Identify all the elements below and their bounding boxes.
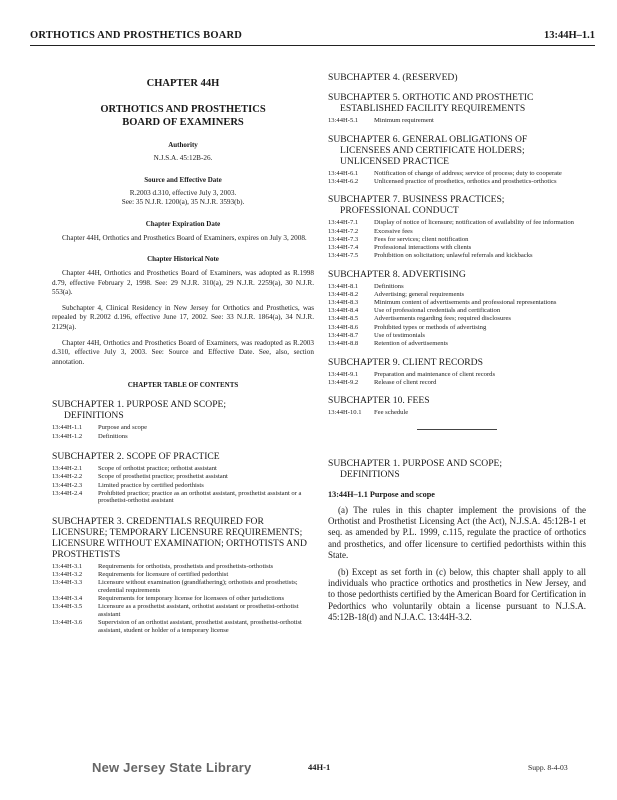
toc-subchapter-title: SUBCHAPTER 7. BUSINESS PRACTICES;: [328, 194, 505, 206]
toc-section-number: 13:44H-3.3: [52, 579, 83, 587]
toc-section-number: 13:44H-2.2: [52, 473, 83, 481]
toc-section-number: 13:44H-8.8: [328, 340, 359, 348]
toc-section-list: [328, 170, 586, 186]
toc-subchapter-heading: [328, 72, 586, 83]
toc-section-list: [328, 409, 586, 417]
toc-subchapter: [328, 357, 586, 387]
toc-section-title: Unlicensed practice of prosthetics, orthotics and prosthetics-orthotics: [374, 177, 557, 185]
toc-subchapter: [52, 451, 314, 505]
toc-section-number: 13:44H-8.5: [328, 315, 359, 323]
toc-subchapter: [328, 269, 586, 348]
chapter-name-line2: BOARD OF EXAMINERS: [122, 117, 244, 128]
chapter-label: CHAPTER 44H: [146, 78, 220, 89]
toc-subchapter: [328, 72, 586, 83]
toc-section-entry[interactable]: [328, 178, 586, 186]
toc-subchapter: [328, 92, 586, 125]
toc-section-entry[interactable]: [52, 579, 314, 594]
toc-section-title: Licensure without examination (grandfathering); orthotists and prosthetists; credential requirements: [98, 579, 298, 594]
toc-section-title: Use of testimonials: [374, 331, 425, 339]
toc-subchapter-title: SUBCHAPTER 4. (RESERVED): [328, 72, 458, 83]
toc-section-title: Retention of advertisements: [374, 340, 448, 348]
toc-subchapter-heading: [52, 516, 314, 560]
toc-section-title: Fees for services; client notification: [374, 235, 469, 243]
toc-subchapter: [328, 194, 586, 259]
toc-section-number: 13:44H-3.1: [52, 562, 83, 570]
toc-section-title: Minimum content of advertisements and professional representations: [374, 299, 557, 307]
toc-section-entry[interactable]: [328, 170, 586, 178]
running-header: [30, 30, 595, 46]
body-subchapter-heading: [328, 458, 586, 480]
toc-section-entry[interactable]: [328, 219, 586, 227]
toc-subchapter-heading: [328, 134, 586, 167]
left-toc: [52, 399, 314, 634]
toc-section-entry[interactable]: [328, 371, 586, 379]
toc-section-entry[interactable]: [52, 603, 314, 618]
toc-section-number: 13:44H-9.2: [328, 378, 359, 386]
toc-section-entry[interactable]: [328, 307, 586, 315]
toc-section-title: Scope of orthotist practice; orthotist assistant: [98, 465, 217, 473]
supplement-date: Supp. 8-4-03: [528, 763, 568, 772]
toc-section-number: 13:44H-7.4: [328, 243, 359, 251]
toc-subchapter-title: SUBCHAPTER 6. GENERAL OBLIGATIONS OF: [328, 133, 528, 145]
toc-section-number: 13:44H-2.3: [52, 481, 83, 489]
toc-section-number: 13:44H-1.1: [52, 424, 83, 432]
toc-section-title: Advertising; general requirements: [374, 290, 465, 298]
left-column: [52, 70, 314, 635]
right-column: [328, 70, 586, 623]
toc-section-entry[interactable]: [328, 379, 586, 387]
toc-subchapter-heading: [52, 451, 314, 462]
toc-section-entry[interactable]: [52, 473, 314, 481]
toc-section-number: 13:44H-7.5: [328, 252, 359, 260]
right-toc: [328, 72, 586, 417]
toc-section-title: Prohibited practice; practice as an orthotist assistant, prosthetist assistant or a prosthetist-orthotist assistant: [98, 489, 302, 505]
toc-section-list: [328, 283, 586, 348]
toc-subchapter: [52, 516, 314, 634]
authority-text: N.J.S.A. 45:12B-26.: [153, 154, 213, 162]
toc-section-entry[interactable]: [328, 236, 586, 244]
toc-section-number: 13:44H-6.2: [328, 177, 359, 185]
toc-section-number: 13:44H-7.3: [328, 235, 359, 243]
toc-section-title: Definitions: [98, 432, 128, 440]
toc-subchapter-title2: LICENSEES AND CERTIFICATE HOLDERS; UNLICENSED PRACTICE: [340, 144, 525, 167]
toc-section-title: Preparation and maintenance of client records: [374, 370, 496, 378]
toc-subchapter-title2: PROFESSIONAL CONDUCT: [340, 205, 459, 217]
toc-section-entry[interactable]: [328, 117, 586, 125]
toc-section-title: Supervision of an orthotist assistant, prosthetist assistant, prosthetist-orthotist assistant, student or holder of a temporary license: [98, 619, 302, 634]
toc-section-title: Limited practice by certified pedorthists: [98, 481, 204, 489]
toc-section-title: Prohibition on solicitation; unlawful referrals and kickbacks: [374, 252, 533, 260]
toc-section-number: 13:44H-5.1: [328, 117, 359, 124]
body-subchapter-title2: DEFINITIONS: [340, 469, 400, 480]
toc-section-title: Scope of prosthetist practice; prosthetist assistant: [98, 473, 228, 481]
toc-section-entry[interactable]: [328, 228, 586, 236]
toc-section-title: Requirements for orthotists, prosthetists and prosthetists-orthotists: [98, 562, 274, 570]
chapter-name-line1: ORTHOTICS AND PROSTHETICS: [100, 104, 266, 115]
rule-paragraph-a: (a) The rules in this chapter implement the provisions of the Orthotist and Prosthetist Licensing Act (the Act), N.J.S.A. 45:12B-1 et seq. as amended by P.L. 1999, c.115, regulate the practice of orthotics and prosthetics, and offer licensure to certified pedorthists within this State.: [328, 505, 586, 560]
toc-subchapter-heading: [52, 399, 314, 421]
toc-section-title: Use of professional credentials and certification: [374, 307, 501, 315]
toc-subchapter-title2: ESTABLISHED FACILITY REQUIREMENTS: [340, 103, 526, 114]
toc-section-number: 13:44H-3.4: [52, 595, 83, 603]
toc-subchapter: [52, 399, 314, 440]
history-paragraph-1: Chapter 44H, Orthotics and Prosthetics Board of Examiners, was adopted as R.1998 d.79, effective February 2, 1998. See: 29 N.J.R. 310(a), 29 N.J.R. 2259(a), 30 N.J.R. 553(a).: [52, 269, 314, 297]
toc-subchapter-heading: [328, 92, 586, 114]
toc-subchapter-heading: [328, 194, 586, 216]
toc-section-number: 13:44H-3.6: [52, 619, 83, 627]
toc-title: CHAPTER TABLE OF CONTENTS: [127, 381, 239, 390]
toc-section-number: 13:44H-8.1: [328, 282, 359, 290]
toc-subchapter-heading: [328, 269, 586, 280]
history-heading: Chapter Historical Note: [147, 255, 219, 264]
toc-subchapter-title: SUBCHAPTER 10. FEES: [328, 395, 430, 407]
toc-section-entry[interactable]: [328, 283, 586, 291]
toc-subchapter-title: SUBCHAPTER 1. PURPOSE AND SCOPE;: [52, 399, 227, 411]
toc-section-entry[interactable]: [328, 340, 586, 348]
toc-section-title: Fee schedule: [374, 409, 409, 417]
rule-paragraph-b: (b) Except as set forth in (c) below, this chapter shall apply to all individuals who practice orthotics and prosthetics in New Jersey, and to those pedorthists certified by the American Board for Certification in Pedorthics who voluntarily obtain a license pursuant to N.J.S.A. 45:12B-18(d) and N.J.A.C. 13:44H-3.2.: [328, 567, 586, 622]
toc-section-entry[interactable]: [328, 324, 586, 332]
toc-section-number: 13:44H-6.1: [328, 169, 359, 177]
toc-section-entry[interactable]: [328, 252, 586, 260]
toc-section-entry[interactable]: [52, 424, 314, 432]
toc-section-title: Release of client record: [374, 378, 437, 386]
toc-subchapter: [328, 134, 586, 186]
toc-section-number: 13:44H-10.1: [328, 409, 362, 417]
header-section-number: 13:44H–1.1: [543, 30, 595, 41]
toc-section-number: 13:44H-8.2: [328, 290, 359, 298]
toc-section-entry[interactable]: [52, 482, 314, 490]
toc-section-entry[interactable]: [52, 433, 314, 441]
source-line2: See: 35 N.J.R. 1200(a), 35 N.J.R. 3593(b).: [121, 198, 245, 206]
toc-section-list: [328, 219, 586, 259]
toc-section-entry[interactable]: [52, 595, 314, 603]
toc-section-title: Advertisements regarding fees; required disclosures: [374, 315, 511, 323]
toc-section-list: [52, 465, 314, 505]
authority-heading: Authority: [168, 141, 198, 149]
toc-section-number: 13:44H-8.7: [328, 331, 359, 339]
toc-section-entry[interactable]: [328, 244, 586, 252]
history-paragraph-3: Chapter 44H, Orthotics and Prosthetics Board of Examiners, was readopted as R.2003 d.310, effective July 3, 2003. See: Source and Effective Date. See, also, section annotation.: [52, 338, 314, 366]
toc-section-title: Minimum requirement: [374, 117, 434, 124]
toc-section-number: 13:44H-9.1: [328, 370, 359, 378]
toc-section-title: Requirements for temporary license for licensees of other jurisdictions: [98, 595, 285, 603]
section-divider: [417, 429, 497, 430]
source-line1: R.2003 d.310, effective July 3, 2003.: [129, 188, 237, 197]
toc-subchapter-heading: [328, 395, 586, 406]
toc-section-number: 13:44H-7.1: [328, 219, 359, 227]
toc-section-title: Notification of change of address; service of process; duty to cooperate: [374, 169, 562, 177]
toc-section-number: 13:44H-2.4: [52, 489, 83, 497]
toc-section-entry[interactable]: [52, 563, 314, 571]
body-subchapter-title: SUBCHAPTER 1. PURPOSE AND SCOPE;: [328, 458, 503, 469]
rule-title: 13:44H–1.1 Purpose and scope: [328, 490, 435, 499]
toc-section-list: [328, 371, 586, 387]
toc-section-number: 13:44H-8.4: [328, 307, 359, 315]
header-title: ORTHOTICS AND PROSTHETICS BOARD: [30, 30, 243, 41]
source-text: [52, 189, 314, 208]
toc-section-entry[interactable]: [328, 299, 586, 307]
toc-section-list: [52, 563, 314, 634]
toc-subchapter-title2: DEFINITIONS: [64, 410, 124, 422]
toc-section-title: Requirements for licensure of certified pedorthist: [98, 571, 229, 579]
toc-subchapter: [328, 395, 586, 417]
toc-section-entry[interactable]: [52, 465, 314, 473]
toc-section-title: Display of notice of licensure; notification of availability of fee information: [374, 219, 574, 227]
toc-section-entry[interactable]: [328, 332, 586, 340]
toc-section-number: 13:44H-8.3: [328, 299, 359, 307]
toc-section-title: Definitions: [374, 282, 404, 290]
toc-subchapter-title: SUBCHAPTER 9. CLIENT RECORDS: [328, 356, 483, 368]
history-paragraph-2: Subchapter 4, Clinical Residency in New Jersey for Orthotics and Prosthetics, was repealed by R.2002 d.196, effective June 17, 2002. See: 33 N.J.R. 1864(a), 34 N.J.R. 2129(a).: [52, 303, 314, 332]
toc-section-list: [52, 424, 314, 440]
library-stamp: New Jersey State Library: [92, 760, 252, 775]
toc-section-number: 13:44H-7.2: [328, 227, 359, 235]
toc-section-number: 13:44H-1.2: [52, 432, 83, 440]
toc-subchapter-heading: [328, 357, 586, 368]
toc-subchapter-title: SUBCHAPTER 3. CREDENTIALS REQUIRED FOR LICENSURE; TEMPORARY LICENSURE REQUIREMENTS; LICENSURE WITHOUT EXAMINATION; ORTHOTISTS AND PROSTHETISTS: [52, 515, 307, 560]
toc-section-entry[interactable]: [328, 409, 586, 417]
toc-section-title: Professional interactions with clients: [374, 243, 472, 251]
toc-section-number: 13:44H-3.2: [52, 571, 83, 579]
toc-section-entry[interactable]: [52, 571, 314, 579]
toc-section-title: Excessive fees: [374, 227, 413, 235]
toc-section-number: 13:44H-2.1: [52, 465, 83, 473]
toc-subchapter-title: SUBCHAPTER 5. ORTHOTIC AND PROSTHETIC: [328, 92, 534, 103]
toc-section-number: 13:44H-8.6: [328, 323, 359, 331]
toc-section-entry[interactable]: [52, 490, 314, 505]
toc-section-title: Prohibited types or methods of advertising: [374, 323, 487, 331]
source-heading: Source and Effective Date: [144, 175, 222, 184]
toc-section-list: [328, 117, 586, 125]
toc-section-entry[interactable]: [328, 315, 586, 323]
chapter-name: [52, 103, 314, 129]
toc-section-number: 13:44H-3.5: [52, 603, 83, 611]
toc-section-title: Purpose and scope: [98, 424, 148, 432]
toc-subchapter-title: SUBCHAPTER 2. SCOPE OF PRACTICE: [52, 451, 220, 463]
expiration-heading: Chapter Expiration Date: [145, 219, 221, 228]
toc-section-entry[interactable]: [52, 619, 314, 634]
expiration-text: Chapter 44H, Orthotics and Prosthetics Board of Examiners, expires on July 3, 2008.: [62, 233, 307, 242]
toc-subchapter-title: SUBCHAPTER 8. ADVERTISING: [328, 268, 466, 280]
page-number: 44H-1: [308, 762, 331, 772]
toc-section-title: Licensure as a prosthetist assistant, orthotist assistant or prosthetist-orthotist assistant: [98, 603, 299, 618]
toc-section-entry[interactable]: [328, 291, 586, 299]
